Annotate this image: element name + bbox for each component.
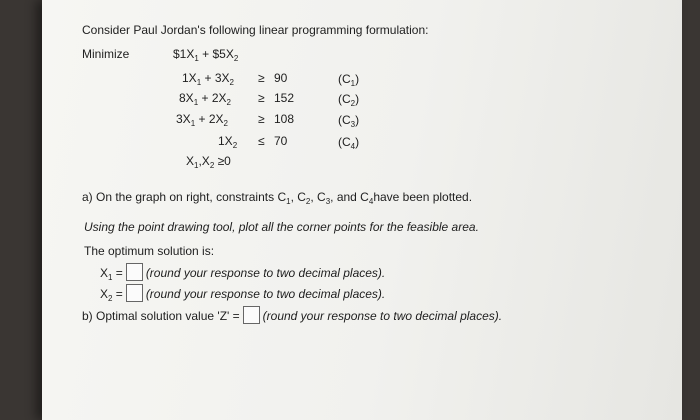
- question-sheet: [42, 0, 682, 420]
- objective-function: $\$1X_1$ + $\$5X_2$: [173, 47, 239, 63]
- z-input[interactable]: [243, 306, 260, 324]
- constraint-c1-rhs: 90: [274, 71, 288, 85]
- constraint-c4-sign: ≤: [258, 134, 265, 148]
- problem-intro: Consider Paul Jordan's following linear programming formulation:: [82, 23, 429, 37]
- part-a-instruction: Using the point drawing tool, plot all the corner points for the feasible area.: [84, 220, 479, 234]
- x1-input[interactable]: [126, 263, 143, 281]
- constraint-c1-sign: ≥: [258, 71, 265, 85]
- constraint-c2-label: $(C_2)$: [338, 92, 360, 108]
- minimize-label: Minimize: [82, 47, 130, 61]
- part-a-statement: a) On the graph on right, constraints $C_1$, $C_2$, $C_3$, and $C_4have$ been plotted.: [82, 190, 473, 206]
- constraint-c1-lhs: $1X_1 + 3X_2$: [182, 71, 234, 87]
- part-b-row: b) Optimal solution value 'Z' = (round your response to two decimal places).: [82, 306, 502, 324]
- optimum-label: The optimum solution is:: [84, 244, 215, 258]
- constraint-c1-label: $(C_1)$: [338, 72, 360, 88]
- constraint-c2-rhs: 152: [274, 91, 295, 105]
- constraint-c4-label: $(C_4)$: [338, 135, 360, 151]
- constraint-c3-sign: ≥: [258, 112, 265, 126]
- constraint-c3-label: $(C_3)$: [338, 113, 360, 129]
- constraint-c3-lhs: $3X_1 + 2X_2$: [176, 112, 228, 128]
- constraint-c4-rhs: 70: [274, 134, 288, 148]
- constraint-c4-lhs: $1X_2$: [218, 134, 238, 150]
- x2-input[interactable]: [126, 284, 143, 302]
- x2-row: $X_2$ = (round your response to two decimal places).: [100, 284, 385, 302]
- non-negativity: $X_1,X_2 \ge 0$: [186, 154, 231, 170]
- constraint-c2-lhs: $8X_1 + 2X_2$: [179, 91, 231, 107]
- constraint-c3-rhs: 108: [274, 112, 295, 126]
- constraint-c2-sign: ≥: [258, 91, 265, 105]
- x1-row: $X_1$ = (round your response to two decimal places).: [100, 263, 385, 281]
